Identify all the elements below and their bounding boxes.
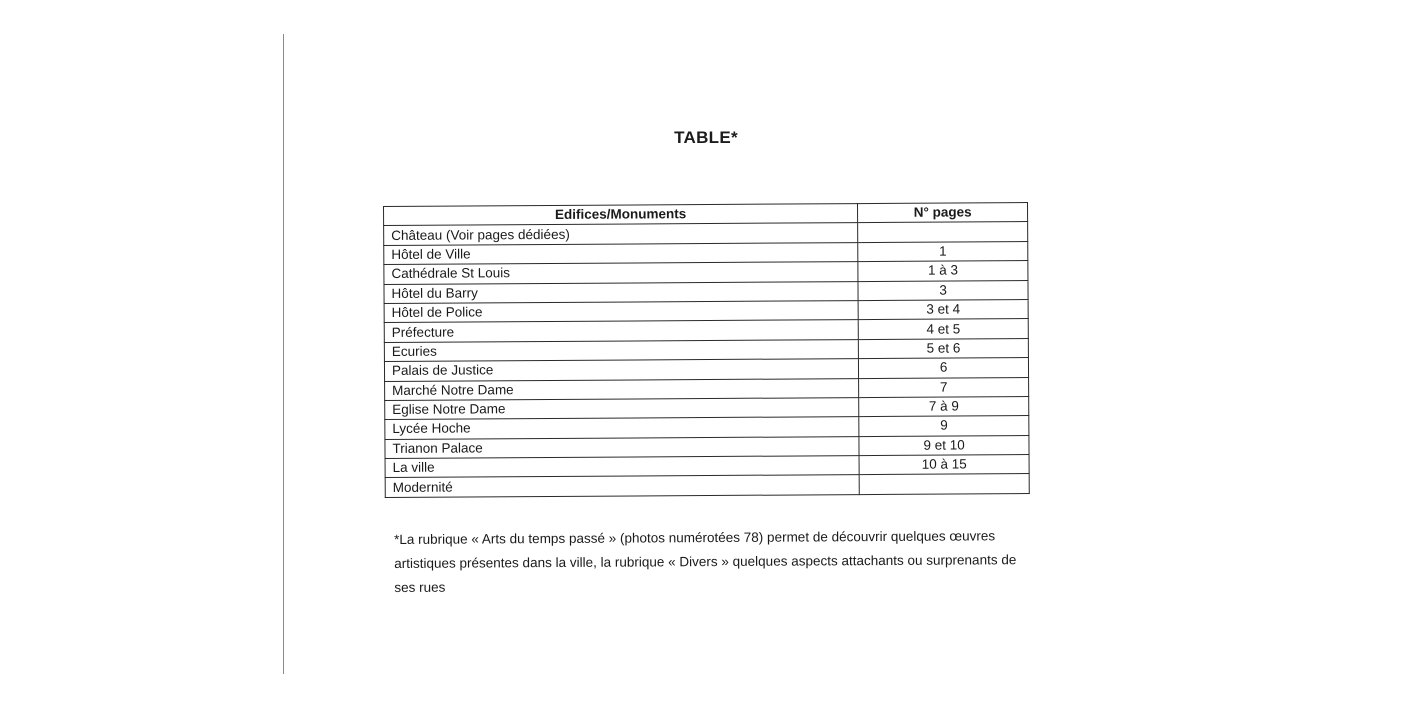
- document-title: TABLE*: [674, 128, 738, 147]
- row-pages: 5 et 6: [859, 338, 1029, 358]
- page-edge-line: [283, 34, 284, 674]
- table-row: [385, 474, 1029, 497]
- row-name: La ville: [385, 456, 859, 478]
- row-pages: 9: [859, 416, 1029, 436]
- row-pages: 6: [859, 358, 1029, 378]
- row-pages: 7: [859, 377, 1029, 397]
- table-container: [383, 202, 1030, 498]
- row-name: Eglise Notre Dame: [385, 398, 859, 420]
- row-name: Ecuries: [384, 339, 858, 361]
- row-name: Hôtel de Police: [384, 301, 858, 323]
- monuments-table: [383, 202, 1030, 498]
- row-pages: 4 et 5: [858, 319, 1028, 339]
- row-name: Trianon Palace: [385, 436, 859, 458]
- row-name: Lycée Hoche: [385, 417, 859, 439]
- row-pages: [858, 222, 1028, 242]
- row-name: Hôtel du Barry: [384, 281, 858, 303]
- row-name: Modernité: [385, 475, 859, 497]
- row-pages: [859, 474, 1029, 494]
- header-edifices-monuments: Edifices/Monuments: [384, 204, 858, 226]
- row-name: Château (Voir pages dédiées): [384, 223, 858, 245]
- row-pages: 7 à 9: [859, 396, 1029, 416]
- row-pages: 1: [858, 241, 1028, 261]
- row-name: Cathédrale St Louis: [384, 262, 858, 284]
- row-name: Hôtel de Ville: [384, 242, 858, 264]
- row-name: Marché Notre Dame: [385, 378, 859, 400]
- row-pages: 9 et 10: [859, 435, 1029, 455]
- row-pages: 1 à 3: [858, 261, 1028, 281]
- header-page-numbers: N° pages: [858, 203, 1028, 223]
- row-pages: 3 et 4: [858, 300, 1028, 320]
- row-pages: 10 à 15: [859, 455, 1029, 475]
- footnote-text: *La rubrique « Arts du temps passé » (photos numérotées 78) permet de découvrir quelques œuvres artistiques présentes dans la ville, la rubrique « Divers » quelques aspects attachants ou surprenants de ses rues: [394, 528, 1017, 595]
- row-name: Palais de Justice: [384, 359, 858, 381]
- row-name: Préfecture: [384, 320, 858, 342]
- row-pages: 3: [858, 280, 1028, 300]
